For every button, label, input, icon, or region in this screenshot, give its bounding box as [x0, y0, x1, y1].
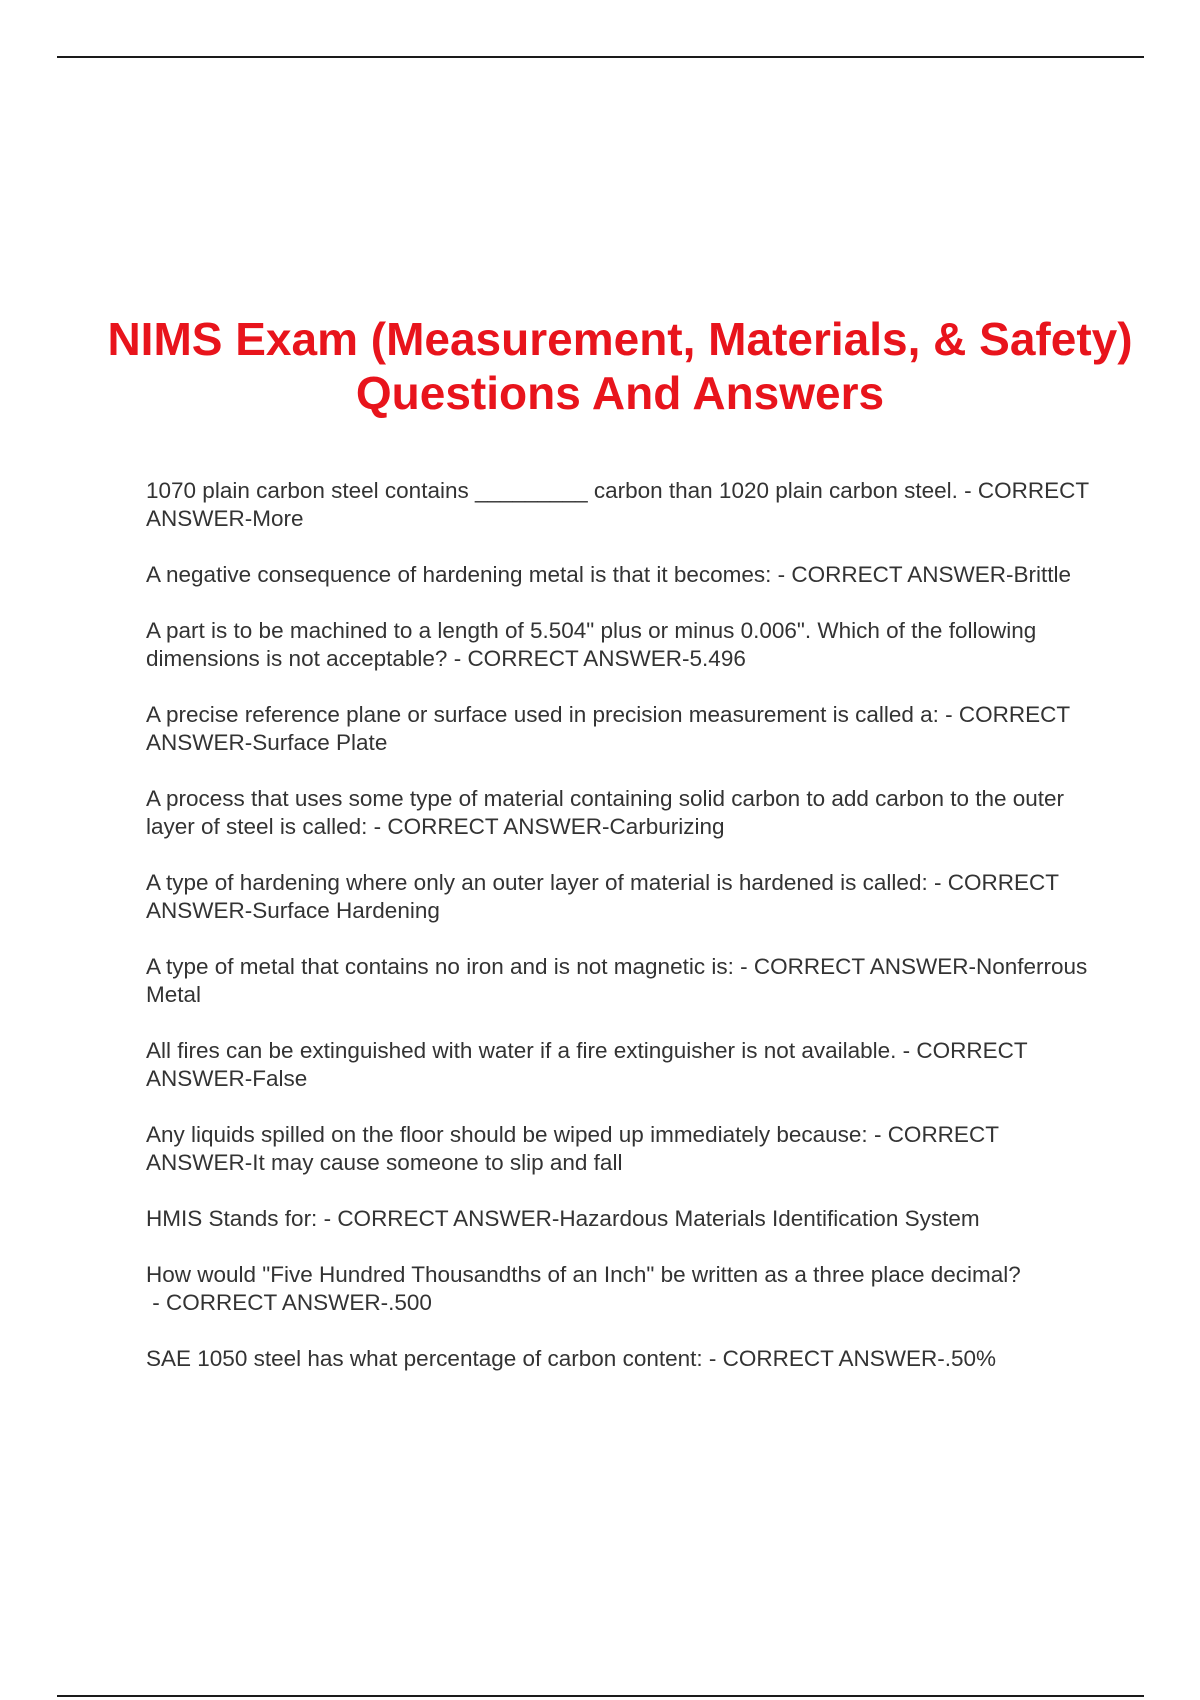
answer-prefix: CORRECT ANSWER- [166, 1290, 389, 1315]
answer-text: It may cause someone to slip and fall [252, 1150, 623, 1175]
qa-item: 1070 plain carbon steel contains _________ carbon than 1020 plain carbon steel. - CORRECT ANSWER-More [146, 478, 1089, 531]
qa-item: A type of hardening where only an outer layer of material is hardened is called: - CORRECT ANSWER-Surface Hardening [146, 870, 1059, 923]
question-text: How would "Five Hundred Thousandths of an Inch" be written as a three place decimal? [146, 1262, 1021, 1287]
qa-item: How would "Five Hundred Thousandths of an Inch" be written as a three place decimal? - CORRECT ANSWER-.500 [146, 1262, 1021, 1315]
qa-list [146, 477, 1096, 1401]
qa-item: SAE 1050 steel has what percentage of carbon content: - CORRECT ANSWER-.50% [146, 1346, 997, 1371]
answer-text: Hazardous Materials Identification System [559, 1206, 980, 1231]
qa-item: A type of metal that contains no iron and is not magnetic is: - CORRECT ANSWER-Nonferrous Metal [146, 954, 1088, 1007]
answer-prefix: CORRECT ANSWER- [146, 870, 1059, 923]
answer-text: More [252, 506, 304, 531]
answer-prefix: CORRECT ANSWER- [387, 814, 610, 839]
question-text: 1070 plain carbon steel contains _________ carbon than 1020 plain carbon steel. [146, 478, 958, 503]
qa-item: A precise reference plane or surface used in precision measurement is called a: - CORRECT ANSWER-Surface Plate [146, 702, 1070, 755]
qa-item: All fires can be extinguished with water if a fire extinguisher is not available. - CORRECT ANSWER-False [146, 1038, 1028, 1091]
question-text: A negative consequence of hardening metal is that it becomes: [146, 562, 772, 587]
answer-prefix: CORRECT ANSWER- [791, 562, 1014, 587]
answer-prefix: CORRECT ANSWER- [146, 478, 1089, 531]
question-text: SAE 1050 steel has what percentage of carbon content: [146, 1346, 703, 1371]
top-rule [57, 56, 1144, 58]
qa-item: A process that uses some type of material containing solid carbon to add carbon to the outer layer of steel is called: - CORRECT ANSWER-Carburizing [146, 786, 1065, 839]
qa-item: A part is to be machined to a length of 5.504" plus or minus 0.006". Which of the following dimensions is not acceptable? - CORRECT ANSWER-5.496 [146, 618, 1037, 671]
answer-prefix: CORRECT ANSWER- [146, 1122, 999, 1175]
answer-prefix: CORRECT ANSWER- [146, 1038, 1028, 1091]
answer-text: .500 [388, 1290, 432, 1315]
answer-text: Surface Hardening [252, 898, 440, 923]
qa-item: Any liquids spilled on the floor should be wiped up immediately because: - CORRECT ANSWER-It may cause someone to slip and fall [146, 1122, 999, 1175]
answer-text: Nonferrous Metal [146, 954, 1088, 1007]
answer-text: Surface Plate [252, 730, 388, 755]
answer-prefix: CORRECT ANSWER- [722, 1346, 945, 1371]
answer-text: False [252, 1066, 308, 1091]
answer-text: 5.496 [689, 646, 746, 671]
question-text: A precise reference plane or surface used in precision measurement is called a: [146, 702, 939, 727]
answer-prefix: CORRECT ANSWER- [753, 954, 976, 979]
answer-prefix: CORRECT ANSWER- [146, 702, 1070, 755]
answer-prefix: CORRECT ANSWER- [467, 646, 690, 671]
question-text: A type of metal that contains no iron and is not magnetic is: [146, 954, 734, 979]
bottom-rule [57, 1695, 1144, 1697]
question-text: A process that uses some type of material containing solid carbon to add carbon to the outer layer of steel is called: [146, 786, 1065, 839]
document-title: NIMS Exam (Measurement, Materials, & Safety) Questions And Answers [107, 313, 1133, 419]
question-text: A type of hardening where only an outer layer of material is hardened is called: [146, 870, 928, 895]
question-text: A part is to be machined to a length of 5.504" plus or minus 0.006". Which of the following dimensions is not acceptable? [146, 618, 1037, 671]
question-text: All fires can be extinguished with water if a fire extinguisher is not available. [146, 1038, 897, 1063]
qa-item: A negative consequence of hardening metal is that it becomes: - CORRECT ANSWER-Brittle [146, 562, 1072, 587]
question-text: Any liquids spilled on the floor should be wiped up immediately because: [146, 1122, 868, 1147]
answer-text: Carburizing [609, 814, 725, 839]
qa-item: HMIS Stands for: - CORRECT ANSWER-Hazardous Materials Identification System [146, 1206, 980, 1231]
answer-text: Brittle [1013, 562, 1072, 587]
question-text: HMIS Stands for: [146, 1206, 318, 1231]
answer-prefix: CORRECT ANSWER- [337, 1206, 560, 1231]
answer-text: .50% [944, 1346, 997, 1371]
